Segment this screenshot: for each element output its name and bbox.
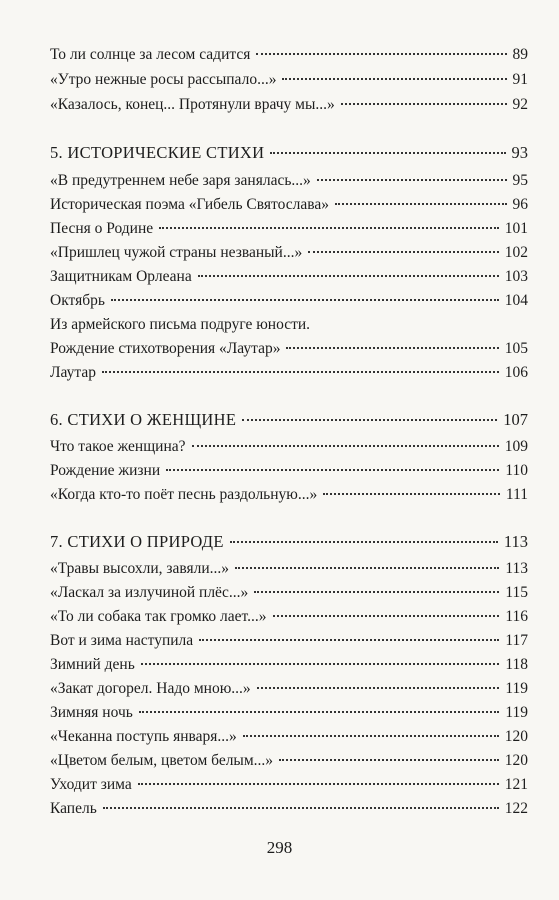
toc-entry-title: «Цветом белым, цветом белым...» xyxy=(50,752,274,769)
toc-entry-page: 104 xyxy=(504,292,528,309)
dot-leader xyxy=(199,639,499,641)
toc-entry-title: Защитникам Орлеана xyxy=(50,268,192,285)
toc-entry-title: Зимний день xyxy=(50,656,135,673)
toc-entry xyxy=(50,485,528,507)
toc-entry-title: Из армейского письма подруге юности. xyxy=(50,316,311,333)
toc-entry-page: 89 xyxy=(512,46,528,63)
dot-leader xyxy=(308,251,499,253)
toc-entry xyxy=(50,171,528,193)
dot-leader xyxy=(243,735,499,737)
toc-entry xyxy=(50,243,528,265)
dot-leader xyxy=(235,567,499,569)
dot-leader xyxy=(138,783,499,785)
section-title: 5. ИСТОРИЧЕСКИЕ СТИХИ xyxy=(50,143,265,162)
dot-leader xyxy=(317,179,507,181)
toc-entry xyxy=(50,559,528,581)
dot-leader xyxy=(159,227,499,229)
toc-entry-page: 91 xyxy=(512,71,528,88)
toc-section-heading xyxy=(50,410,528,432)
dot-leader xyxy=(166,469,499,471)
toc-entry xyxy=(50,45,528,67)
toc-entry xyxy=(50,195,528,217)
toc-entry-page: 122 xyxy=(504,800,528,817)
dot-leader xyxy=(273,615,500,617)
dot-leader xyxy=(102,371,499,373)
toc-entry-title: Песня о Родине xyxy=(50,220,154,237)
toc-entry-page: 110 xyxy=(505,462,528,479)
toc-entry xyxy=(50,583,528,605)
toc-entry-page: 119 xyxy=(505,704,528,721)
toc-entry-title: «Утро нежные росы рассыпало...» xyxy=(50,71,277,88)
toc-entry xyxy=(50,607,528,629)
toc-entry xyxy=(50,775,528,797)
toc-entry xyxy=(50,679,528,701)
toc-entry-page: 119 xyxy=(505,680,528,697)
dot-leader xyxy=(242,419,497,421)
toc-entry-page: 120 xyxy=(504,728,528,745)
toc-entry-title: Историческая поэма «Гибель Святослава» xyxy=(50,196,329,213)
dot-leader xyxy=(103,807,499,809)
toc-entry-title: «В предутреннем небе заря занялась...» xyxy=(50,172,311,189)
dot-leader xyxy=(279,759,499,761)
toc-entry-title: Зимняя ночь xyxy=(50,704,133,721)
toc-entry xyxy=(50,267,528,289)
toc-entry-page: 118 xyxy=(505,656,528,673)
toc-entry-page: 115 xyxy=(505,584,528,601)
dot-leader xyxy=(341,103,507,105)
dot-leader xyxy=(270,152,505,154)
toc-entry xyxy=(50,363,528,385)
toc-entry xyxy=(50,437,528,459)
toc-entry xyxy=(50,95,528,117)
dot-leader xyxy=(192,445,499,447)
toc-entry-page: 103 xyxy=(504,268,528,285)
dot-leader xyxy=(141,663,500,665)
toc-entry-title: Рождение стихотворения «Лаутар» xyxy=(50,340,281,357)
toc-entry-page: 117 xyxy=(505,632,528,649)
dot-leader xyxy=(257,687,500,689)
toc-entry-title: Капель xyxy=(50,800,97,817)
toc-entry-page: 95 xyxy=(512,172,528,189)
toc-entry xyxy=(50,751,528,773)
toc-entry-page: 105 xyxy=(504,340,528,357)
toc-entry-title: «Ласкал за излучиной плёс...» xyxy=(50,584,249,601)
toc-entry-page: 120 xyxy=(504,752,528,769)
section-title: 7. СТИХИ О ПРИРОДЕ xyxy=(50,532,224,551)
toc-entry xyxy=(50,339,528,361)
toc-entry-title: Рождение жизни xyxy=(50,462,161,479)
toc-entry-title: «То ли собака так громко лает...» xyxy=(50,608,267,625)
toc-entry-title: «Казалось, конец... Протянули врачу мы...» xyxy=(50,96,335,113)
toc-entry xyxy=(50,315,528,337)
dot-leader xyxy=(230,541,498,543)
toc-entry xyxy=(50,631,528,653)
toc-entry xyxy=(50,655,528,677)
dot-leader xyxy=(139,711,500,713)
section-title: 6. СТИХИ О ЖЕНЩИНЕ xyxy=(50,410,237,429)
toc-entry xyxy=(50,291,528,313)
toc-entry-title: Октябрь xyxy=(50,292,105,309)
toc-entry-page: 106 xyxy=(504,364,528,381)
toc-entry xyxy=(50,703,528,725)
toc-entry-title: «Чеканна поступь января...» xyxy=(50,728,237,745)
toc-entry-page: 101 xyxy=(504,220,528,237)
toc-entry-page: 102 xyxy=(504,244,528,261)
dot-leader xyxy=(256,53,506,55)
toc-entry-page: 113 xyxy=(505,560,528,577)
toc-entry-title: Лаутар xyxy=(50,364,96,381)
toc-entry-page: 92 xyxy=(512,96,528,113)
dot-leader xyxy=(286,347,498,349)
toc-section-heading xyxy=(50,532,528,554)
toc-entry-title: «Когда кто-то поёт песнь раздольную...» xyxy=(50,486,318,503)
toc-entry-title: «Закат догорел. Надо мною...» xyxy=(50,680,251,697)
toc-entry-page: 111 xyxy=(505,486,528,503)
toc-entry-page: 109 xyxy=(504,438,528,455)
dot-leader xyxy=(198,275,499,277)
toc-entry-title: «Пришлец чужой страны незваный...» xyxy=(50,244,303,261)
dot-leader xyxy=(335,203,507,205)
toc-entry xyxy=(50,727,528,749)
section-page: 93 xyxy=(511,143,528,162)
toc-entry xyxy=(50,70,528,92)
toc-entry-title: Уходит зима xyxy=(50,776,132,793)
dot-leader xyxy=(282,78,506,80)
toc-entry xyxy=(50,219,528,241)
dot-leader xyxy=(254,591,499,593)
toc-entry-title: «Травы высохли, завяли...» xyxy=(50,560,230,577)
toc-entry-title: То ли солнце за лесом садится xyxy=(50,46,251,63)
toc-entry-title: Вот и зима наступила xyxy=(50,632,194,649)
toc-entry-page: 116 xyxy=(505,608,528,625)
section-page: 107 xyxy=(503,410,528,429)
dot-leader xyxy=(111,299,499,301)
page-number: 298 xyxy=(266,838,293,857)
toc-entry-page: 96 xyxy=(512,196,528,213)
toc-section-heading xyxy=(50,143,528,165)
dot-leader xyxy=(323,493,500,495)
toc-entry xyxy=(50,461,528,483)
toc-entry-page: 121 xyxy=(504,776,528,793)
toc-entry-title: Что такое женщина? xyxy=(50,438,186,455)
toc-entry xyxy=(50,799,528,821)
section-page: 113 xyxy=(503,532,528,551)
